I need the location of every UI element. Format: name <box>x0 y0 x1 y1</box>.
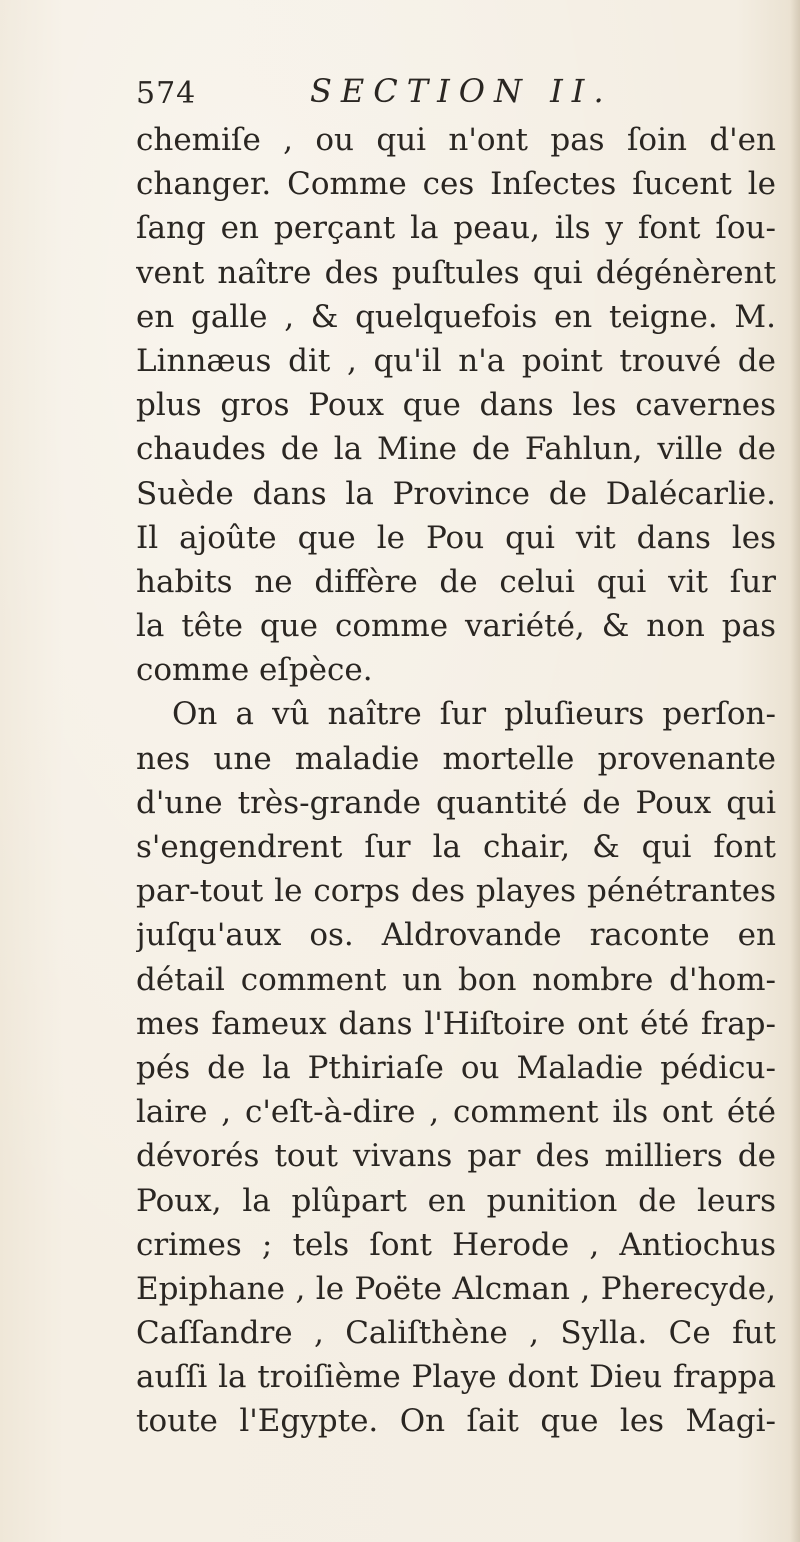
text-line: Caſſandre , Caliſthène , Sylla. Ce fut <box>136 1315 776 1352</box>
running-head: SECTION II. <box>310 72 613 110</box>
text-line: nes une maladie mortelle provenante <box>136 740 776 777</box>
text-line: laire , c'eſt-à-dire , comment ils ont été <box>136 1094 776 1131</box>
text-line: comme eſpèce. <box>136 652 373 689</box>
page-number: 574 <box>136 76 197 111</box>
text-line: habits ne diffère de celui qui vit ſur <box>136 563 776 600</box>
text-line: la tête que comme variété, & non pas <box>136 608 776 645</box>
text-line: détail comment un bon nombre d'hom- <box>136 961 776 998</box>
text-line: On a vû naître ſur pluſieurs perſon- <box>172 696 776 733</box>
text-line: pés de la Pthiriaſe ou Maladie pédicu- <box>136 1049 776 1086</box>
text-line: toute l'Egypte. On ſait que les Magi- <box>136 1403 776 1440</box>
text-line: mes fameux dans l'Hiſtoire ont été frap- <box>136 1005 776 1042</box>
text-line: Il ajoûte que le Pou qui vit dans les <box>136 519 776 556</box>
text-line: chemiſe , ou qui n'ont pas ſoin d'en <box>136 122 776 158</box>
text-line: s'engendrent ſur la chair, & qui font <box>136 829 776 865</box>
text-line: auſſi la troiſième Playe dont Dieu frappa <box>136 1359 776 1396</box>
text-line: Suède dans la Province de Dalécarlie. <box>136 475 776 512</box>
text-line: Epiphane , le Poëte Alcman , Pherecyde, <box>136 1270 776 1307</box>
text-line: crimes ; tels ſont Herode , Antiochus <box>136 1226 776 1263</box>
text-line: plus gros Poux que dans les cavernes <box>136 387 776 424</box>
text-line: Linnæus dit , qu'il n'a point trouvé de <box>136 342 776 379</box>
text-line: changer. Comme ces Inſectes ſucent le <box>136 166 776 203</box>
page-edge-shadow <box>790 0 800 1542</box>
text-line: vent naître des puſtules qui dégénèrent <box>136 254 776 291</box>
text-line: dévorés tout vivans par des milliers de <box>136 1138 776 1175</box>
text-line: Poux, la plûpart en punition de leurs <box>136 1182 776 1219</box>
text-line: d'une très-grande quantité de Poux qui <box>136 784 776 821</box>
text-line: juſqu'aux os. Aldrovande raconte en <box>136 917 776 954</box>
page-header <box>136 72 776 112</box>
text-line: ſang en perçant la peau, ils y font ſou- <box>136 210 776 247</box>
text-line: chaudes de la Mine de Fahlun, ville de <box>136 431 776 468</box>
body-text <box>136 118 776 1444</box>
text-line: en galle , & quelquefois en teigne. M. <box>136 298 776 335</box>
text-line: par-tout le corps des playes pénétrantes <box>136 873 776 910</box>
